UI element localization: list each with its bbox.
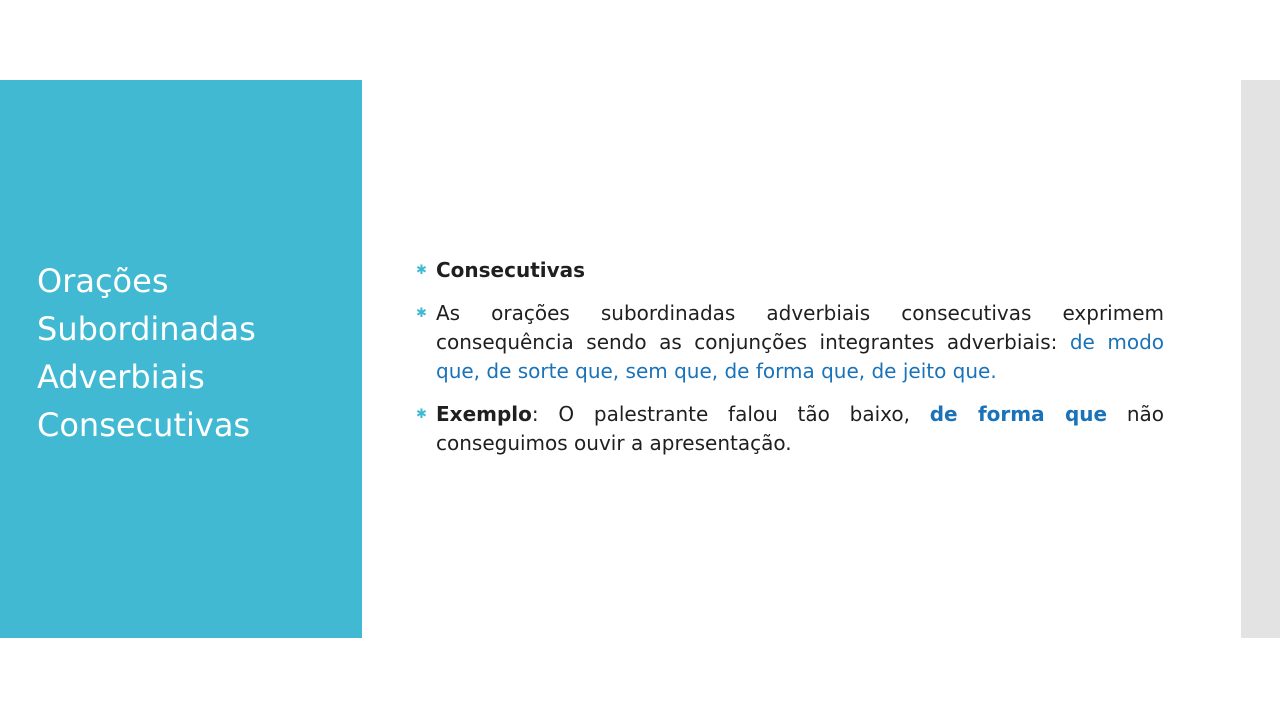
bullet-heading: Consecutivas	[436, 258, 586, 282]
example-text-before: O palestrante falou tão baixo,	[558, 402, 910, 426]
example-label: Exemplo	[436, 402, 532, 426]
definition-text: As orações subordinadas adverbiais consecutivas exprimem consequência sendo as conjunções integrantes adverbiais:	[436, 301, 1164, 354]
example-text-after: não conseguimos ouvir a apresentação.	[436, 402, 1165, 455]
right-accent-bar	[1241, 80, 1280, 638]
example-colon: :	[531, 402, 539, 426]
bullet-item-example	[414, 400, 1164, 458]
example-highlight: de forma que	[929, 402, 1108, 426]
conjunctions-list: de modo que, de sorte que, sem que, de forma que, de jeito que.	[436, 330, 1164, 383]
bullet-item-consecutivas	[414, 256, 1164, 285]
bullet-item-definition	[414, 299, 1164, 386]
bullet-icon: ✱	[416, 407, 427, 422]
bullet-icon: ✱	[416, 306, 427, 321]
slide-title: Orações Subordinadas Adverbiais Consecutivas	[37, 262, 256, 444]
content-body	[414, 256, 1164, 472]
bullet-icon: ✱	[416, 263, 427, 278]
